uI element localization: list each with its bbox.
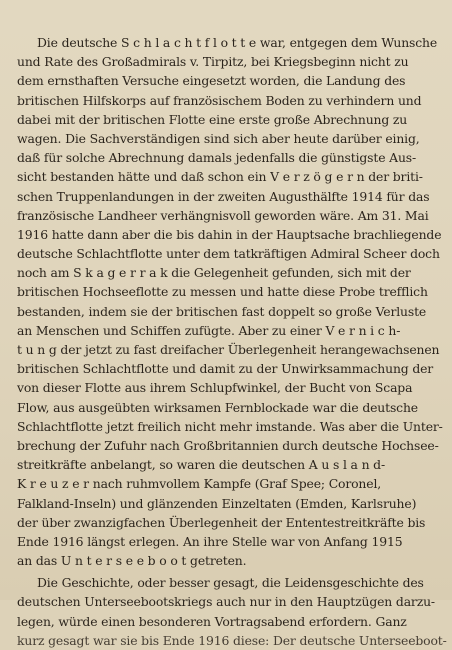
text-line: Flow, aus ausgeübten wirksamen Fernblockade war die deutsche bbox=[17, 399, 418, 415]
text-line: brechung der Zufuhr nach Großbritannien durch deutsche Hochsee- bbox=[17, 437, 439, 453]
text-line: von dieser Flotte aus ihrem Schlupfwinkel, der Bucht von Scapa bbox=[17, 380, 413, 396]
text-line: britischen Hilfskorps auf französischem Boden zu verhindern und bbox=[17, 92, 422, 108]
text-line: an das U n t e r s e e b o o t getreten. bbox=[17, 553, 247, 569]
text-line: 1916 hatte dann aber die bis dahin in der Hauptsache brachliegende bbox=[17, 226, 442, 242]
text-line: britischen Schlachtflotte und damit zu der Unwirksammachung der bbox=[17, 361, 434, 377]
text-line: britischen Hochseeflotte zu messen und hatte diese Probe trefflich bbox=[17, 284, 428, 300]
text-line: der über zwanzigfachen Überlegenheit der Ententestreitkräfte bis bbox=[17, 514, 426, 530]
text-line: dem ernsthaften Versuche eingesetzt worden, die Landung des bbox=[17, 73, 406, 89]
text-line: K r e u z e r nach ruhmvollem Kampfe (Graf Spee; Coronel, bbox=[17, 476, 382, 492]
text-line: Ende 1916 längst erlegen. An ihre Stelle war von Anfang 1915 bbox=[17, 533, 403, 549]
paragraph-1 bbox=[17, 33, 442, 570]
text-line: Die Geschichte, oder besser gesagt, die Leidensgeschichte des bbox=[37, 575, 424, 591]
text-line: t u n g der jetzt zu fast dreifacher Überlegenheit herangewachsenen bbox=[17, 342, 440, 357]
text-line: sicht bestanden hätte und daß schon ein V e r z ö g e r n der briti- bbox=[17, 169, 423, 185]
text-line: daß für solche Abrechnung damals jedenfalls die günstigste Aus- bbox=[17, 150, 417, 166]
text-line: Falkland-Inseln) und glänzenden Einzeltaten (Emden, Karlsruhe) bbox=[17, 495, 417, 511]
text-line: dabei mit der britischen Flotte eine erste große Abrechnung zu bbox=[17, 111, 408, 127]
text-line: schen Truppenlandungen in der zweiten Augusthälfte 1914 für das bbox=[17, 188, 430, 204]
text-line: an Menschen und Schiffen zufügte. Aber zu einer V e r n i c h- bbox=[17, 322, 401, 338]
text-line: legen, würde einen besonderen Vortragsabend erfordern. Ganz bbox=[17, 613, 407, 629]
text-line: bestanden, indem sie der britischen fast doppelt so große Verluste bbox=[17, 303, 427, 319]
text-line: Schlachtflotte jetzt freilich nicht mehr imstande. Was aber die Unter- bbox=[17, 418, 443, 434]
text-line: streitkräfte anbelangt, so waren die deutschen A u s l a n d- bbox=[17, 457, 386, 473]
text-line: deutsche Schlachtflotte unter dem tatkräftigen Admiral Scheer doch bbox=[17, 246, 440, 262]
paragraph-2 bbox=[17, 573, 447, 650]
text-line: noch am S k a g e r r a k die Gelegenheit gefunden, sich mit der bbox=[17, 265, 411, 281]
text-line: Die deutsche S c h l a c h t f l o t t e war, entgegen dem Wunsche bbox=[37, 35, 438, 50]
text-line: kurz gesagt war sie bis Ende 1916 diese: Der deutsche Unterseeboot- bbox=[17, 632, 447, 648]
text-line: deutschen Unterseebootskriegs auch nur in den Hauptzügen darzu- bbox=[17, 594, 435, 610]
text-line: französische Landheer verhängnisvoll geworden wäre. Am 31. Mai bbox=[17, 207, 429, 223]
text-line: und Rate des Großadmirals v. Tirpitz, bei Kriegsbeginn nicht zu bbox=[17, 54, 409, 70]
body-text bbox=[17, 33, 447, 650]
text-line: wagen. Die Sachverständigen sind sich aber heute darüber einig, bbox=[17, 130, 420, 146]
